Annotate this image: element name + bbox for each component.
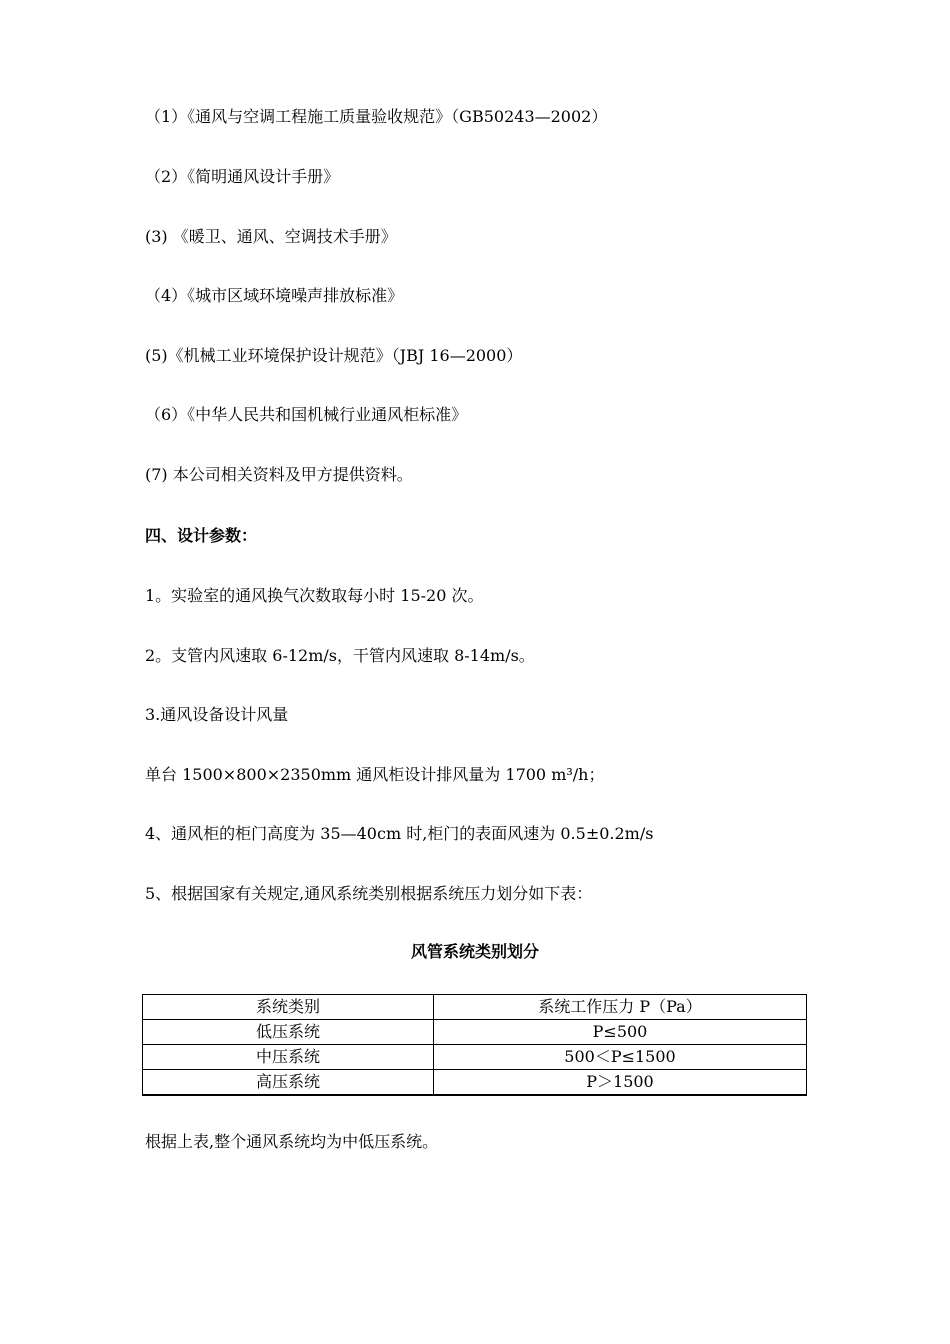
reference-item-3: (3) 《暖卫、通风、空调技术手册》	[145, 227, 397, 246]
table-header-row	[143, 995, 807, 1020]
table-row	[143, 1020, 807, 1045]
param-item-6: 5、根据国家有关规定,通风系统类别根据系统压力划分如下表：	[145, 884, 593, 903]
reference-item-6: （6）《中华人民共和国机械行业通风柜标准》	[145, 405, 468, 424]
table-cell: 500＜P≤1500	[434, 1045, 807, 1070]
table-cell: 中压系统	[143, 1045, 434, 1070]
param-item-2: 2。支管内风速取 6-12m/s，干管内风速取 8-14m/s。	[145, 646, 535, 665]
table-header-cell: 系统工作压力 P（Pa）	[434, 995, 807, 1020]
table-cell: 低压系统	[143, 1020, 434, 1045]
reference-item-7: (7) 本公司相关资料及甲方提供资料。	[145, 465, 413, 484]
param-item-5: 4、通风柜的柜门高度为 35—40cm 时,柜门的表面风速为 0.5±0.2m/s	[145, 824, 654, 843]
table-row	[143, 1070, 807, 1096]
table-row	[143, 1045, 807, 1070]
reference-item-5: (5)《机械工业环境保护设计规范》（JBJ 16—2000）	[145, 346, 523, 365]
pressure-class-table	[142, 994, 807, 1096]
param-item-4: 单台 1500×800×2350mm 通风柜设计排风量为 1700 m³/h；	[145, 765, 605, 784]
table-cell: 高压系统	[143, 1070, 434, 1096]
table-cell: P≤500	[434, 1020, 807, 1045]
table-header-cell: 系统类别	[143, 995, 434, 1020]
param-item-1: 1。实验室的通风换气次数取每小时 15-20 次。	[145, 586, 484, 605]
reference-item-1: （1）《通风与空调工程施工质量验收规范》（GB50243—2002）	[145, 107, 608, 126]
conclusion-text: 根据上表,整个通风系统均为中低压系统。	[145, 1132, 439, 1151]
table-cell: P＞1500	[434, 1070, 807, 1096]
section-heading: 四、设计参数：	[145, 526, 258, 545]
table-title: 风管系统类别划分	[410, 942, 539, 961]
reference-item-4: （4）《城市区域环境噪声排放标准》	[145, 286, 404, 305]
reference-item-2: （2）《简明通风设计手册》	[145, 167, 340, 186]
param-item-3: 3.通风设备设计风量	[145, 705, 289, 724]
